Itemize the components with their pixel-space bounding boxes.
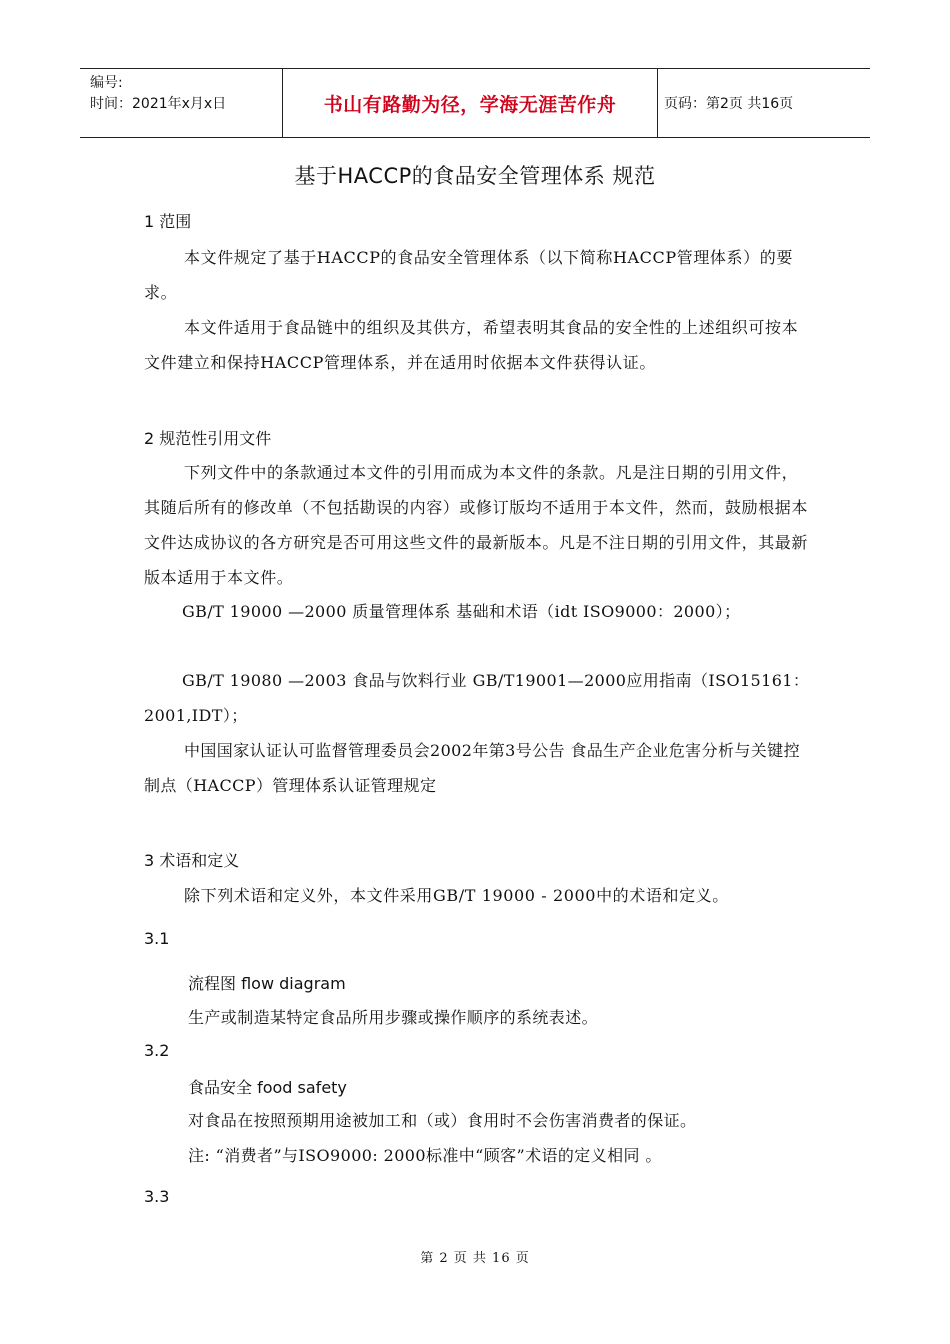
term-3-1-title: 流程图 flow diagram [188,974,346,993]
term-3-1-number: 3.1 [144,929,170,948]
section-2-heading: 2 规范性引用文件 [144,429,272,448]
number-label: 编号: [90,75,123,91]
header-meta [80,69,282,137]
term-3-2-number: 3.2 [144,1041,170,1060]
time-label: 时间：2021年x月x日 [90,96,227,112]
reference-gbt19000: GB/T 19000 —2000 质量管理体系 基础和术语（idt ISO9000：2000）； [182,602,741,621]
section-2-paragraph-1: 下列文件中的条款通过本文件的引用而成为本文件的条款。凡是注日期的引用文件，其随后所有的修改单（不包括勘误的内容）或修订版均不适用于本文件，然而，鼓励根据本文件达成协议的各方研究是否可用这些文件的最新版本。凡是不注日期的引用文件，其最新版本适用于本文件。 [144,463,809,587]
document-title: 基于HACCP的食品安全管理体系 规范 [294,164,656,188]
section-3-paragraph-1: 除下列术语和定义外，本文件采用GB/T 19000 - 2000中的术语和定义。 [184,886,729,905]
header-motto: 书山有路勤为径，学海无涯苦作舟 [323,93,617,116]
term-3-3-number: 3.3 [144,1187,170,1206]
term-3-2-title: 食品安全 food safety [188,1078,347,1097]
page-footer: 第 2 页 共 16 页 [420,1251,530,1266]
header-page-info: 页码：第2页 共16页 [664,96,794,112]
reference-gbt19080: GB/T 19080 —2003 食品与饮料行业 GB/T19001—2000应用指南（ISO15161：2001,IDT）； [144,671,810,725]
header-motto-cell [282,69,658,137]
section-1-paragraph-1: 本文件规定了基于HACCP的食品安全管理体系（以下简称HACCP管理体系）的要求。 [144,248,793,302]
term-3-2-definition: 对食品在按照预期用途被加工和（或）食用时不会伤害消费者的保证。 [188,1111,697,1130]
section-1-heading: 1 范围 [144,212,192,231]
term-3-2-note: 注: “消费者”与ISO9000: 2000标准中“顾客”术语的定义相同 。 [188,1146,662,1165]
section-3-heading: 3 术语和定义 [144,851,240,870]
section-1-paragraph-2: 本文件适用于食品链中的组织及其供方，希望表明其食品的安全性的上述组织可按本文件建立和保持HACCP管理体系，并在适用时依据本文件获得认证。 [144,318,799,372]
term-3-1-definition: 生产或制造某特定食品所用步骤或操作顺序的系统表述。 [188,1008,599,1027]
reference-cnca-notice: 中国国家认证认可监督管理委员会2002年第3号公告 食品生产企业危害分析与关键控制点（HACCP）管理体系认证管理规定 [144,741,800,795]
page-header [80,68,870,138]
